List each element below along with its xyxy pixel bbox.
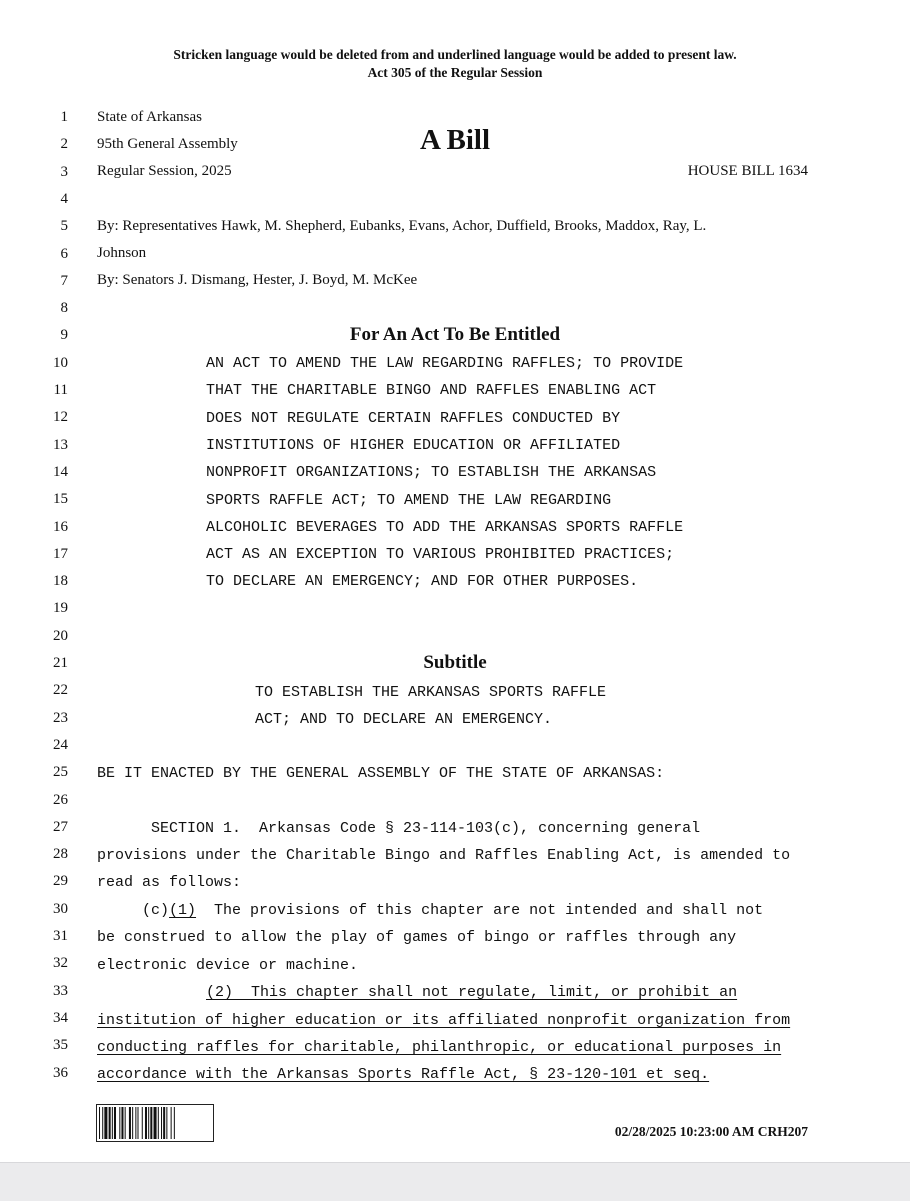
subsection-c-label: (c) bbox=[142, 902, 170, 919]
barcode-bar bbox=[135, 1107, 136, 1139]
barcode-bar bbox=[99, 1107, 100, 1139]
line-number: 15 bbox=[53, 491, 68, 508]
barcode-bar bbox=[158, 1107, 159, 1139]
inserted-text: institution of higher education or its affiliated nonprofit organization from bbox=[97, 1012, 791, 1029]
inserted-text: conducting raffles for charitable, philanthropic, or educational purposes in bbox=[97, 1039, 782, 1056]
line-number: 30 bbox=[53, 900, 68, 917]
general-assembly: 95th General Assembly bbox=[97, 136, 238, 152]
section-1-text: provisions under the Charitable Bingo and Raffles Enabling Act, is amended to bbox=[97, 847, 791, 864]
bill-number: HOUSE BILL 1634 bbox=[687, 163, 808, 179]
act-title-line: NONPROFIT ORGANIZATIONS; TO ESTABLISH THE ARKANSAS bbox=[206, 464, 657, 482]
enacting-clause: BE IT ENACTED BY THE GENERAL ASSEMBLY OF THE STATE OF ARKANSAS: bbox=[97, 765, 665, 782]
line-number: 33 bbox=[53, 982, 68, 999]
barcode-bar bbox=[150, 1107, 152, 1139]
line-number: 1 bbox=[60, 109, 68, 125]
barcode-bar bbox=[121, 1107, 123, 1139]
sponsors-representatives: By: Representatives Hawk, M. Shepherd, Eubanks, Evans, Achor, Duffield, Brooks, Maddox, Ray, L. bbox=[97, 218, 707, 234]
act-title-line: DOES NOT REGULATE CERTAIN RAFFLES CONDUCTED BY bbox=[206, 409, 621, 427]
act-title-line: AN ACT TO AMEND THE LAW REGARDING RAFFLES; TO PROVIDE bbox=[206, 355, 684, 372]
section-1-text: read as follows: bbox=[97, 874, 242, 891]
line-number: 36 bbox=[53, 1064, 68, 1081]
line-number: 4 bbox=[60, 190, 68, 207]
act-title-line: SPORTS RAFFLE ACT; TO AMEND THE LAW REGARDING bbox=[206, 491, 612, 509]
line-number: 5 bbox=[60, 218, 68, 235]
barcode-bar bbox=[166, 1107, 167, 1139]
barcode-bar bbox=[163, 1107, 165, 1139]
line-number: 9 bbox=[60, 327, 68, 344]
line-number: 34 bbox=[53, 1009, 68, 1026]
barcode-bar bbox=[119, 1107, 120, 1139]
act-title-line: TO DECLARE AN EMERGENCY; AND FOR OTHER PURPOSES. bbox=[206, 573, 639, 591]
act-title-line: ACT AS AN EXCEPTION TO VARIOUS PROHIBITED PRACTICES; bbox=[206, 546, 675, 564]
line-number: 10 bbox=[53, 354, 68, 371]
line-number: 19 bbox=[53, 600, 68, 617]
act-heading: For An Act To Be Entitled bbox=[349, 324, 561, 345]
inserted-text: (2) This chapter shall not regulate, limit, or prohibit an bbox=[206, 984, 738, 1001]
inserted-text: accordance with the Arkansas Sports Raffle Act, § 23-120-101 et seq. bbox=[97, 1066, 710, 1083]
barcode-bar bbox=[112, 1107, 113, 1139]
document-timestamp: 02/28/2025 10:23:00 AM CRH207 bbox=[614, 1124, 808, 1139]
barcode-bar bbox=[148, 1107, 149, 1139]
section-1-heading: SECTION 1. Arkansas Code § 23-114-103(c), concerning general bbox=[151, 820, 701, 837]
line-number: 20 bbox=[53, 627, 68, 644]
line-number: 31 bbox=[53, 928, 68, 944]
sponsors-senators: By: Senators J. Dismang, Hester, J. Boyd, M. McKee bbox=[97, 272, 418, 288]
barcode-bar bbox=[171, 1107, 172, 1139]
line-number: 35 bbox=[53, 1037, 68, 1054]
line-number: 23 bbox=[53, 709, 68, 726]
line-number: 14 bbox=[53, 463, 68, 480]
line-number: 27 bbox=[53, 818, 68, 835]
line-number: 29 bbox=[53, 873, 68, 890]
subsection-c-text: electronic device or machine. bbox=[97, 957, 359, 974]
line-number: 13 bbox=[53, 436, 68, 453]
barcode-bar bbox=[142, 1107, 143, 1139]
viewer-bottom-bar bbox=[0, 1162, 910, 1201]
subtitle-line: ACT; AND TO DECLARE AN EMERGENCY. bbox=[255, 711, 553, 729]
barcode-bar bbox=[109, 1107, 111, 1139]
barcode-bar bbox=[174, 1107, 175, 1139]
line-number: 7 bbox=[60, 272, 68, 289]
barcode-bar bbox=[137, 1107, 138, 1139]
line-number: 12 bbox=[53, 409, 68, 426]
line-number: 17 bbox=[53, 545, 68, 562]
act-title-line: ALCOHOLIC BEVERAGES TO ADD THE ARKANSAS SPORTS RAFFLE bbox=[206, 518, 684, 536]
line-number: 25 bbox=[53, 764, 68, 781]
line-number: 24 bbox=[53, 736, 68, 753]
subsection-c-text: be construed to allow the play of games of bingo or raffles through any bbox=[97, 929, 737, 946]
line-number: 18 bbox=[53, 573, 68, 590]
barcode-icon bbox=[96, 1104, 214, 1142]
act-number: Act 305 of the Regular Session bbox=[367, 65, 543, 80]
line-number: 6 bbox=[60, 245, 68, 262]
line-number: 11 bbox=[53, 382, 68, 398]
line-number: 2 bbox=[60, 136, 68, 153]
inserted-text: (1) bbox=[169, 902, 197, 919]
barcode-bar bbox=[114, 1107, 116, 1139]
amendment-notice-line1: Stricken language would be deleted from and underlined language would be added to present law. bbox=[173, 47, 737, 62]
line-number: 3 bbox=[60, 163, 68, 180]
line-number: 22 bbox=[53, 682, 68, 699]
barcode-bar bbox=[125, 1107, 126, 1139]
sponsors-representatives-cont: Johnson bbox=[97, 245, 147, 261]
subsection-c-text: The provisions of this chapter are not intended and shall not bbox=[196, 902, 764, 919]
barcode-bar bbox=[154, 1107, 157, 1139]
line-number: 26 bbox=[53, 791, 68, 808]
barcode-bar bbox=[102, 1107, 103, 1139]
act-title-line: THAT THE CHARITABLE BINGO AND RAFFLES ENABLING ACT bbox=[206, 382, 657, 400]
state-name: State of Arkansas bbox=[97, 109, 202, 125]
subtitle-heading: Subtitle bbox=[423, 652, 487, 673]
barcode-graphic bbox=[99, 1107, 211, 1139]
barcode-bar bbox=[145, 1107, 147, 1139]
barcode-bar bbox=[132, 1107, 133, 1139]
barcode-bar bbox=[161, 1107, 162, 1139]
line-number: 32 bbox=[53, 955, 68, 972]
barcode-bar bbox=[104, 1107, 107, 1139]
line-number: 8 bbox=[60, 300, 68, 317]
amendment-notice bbox=[0, 46, 910, 82]
session-name: Regular Session, 2025 bbox=[97, 163, 232, 179]
line-number: 16 bbox=[53, 518, 68, 535]
barcode-bar bbox=[129, 1107, 131, 1139]
bill-title: A Bill bbox=[419, 124, 491, 156]
subsection-c bbox=[142, 902, 763, 919]
act-title-line: INSTITUTIONS OF HIGHER EDUCATION OR AFFILIATED bbox=[206, 436, 621, 454]
line-number: 21 bbox=[53, 655, 68, 671]
line-number: 28 bbox=[53, 846, 68, 863]
subtitle-line: TO ESTABLISH THE ARKANSAS SPORTS RAFFLE bbox=[255, 684, 607, 701]
